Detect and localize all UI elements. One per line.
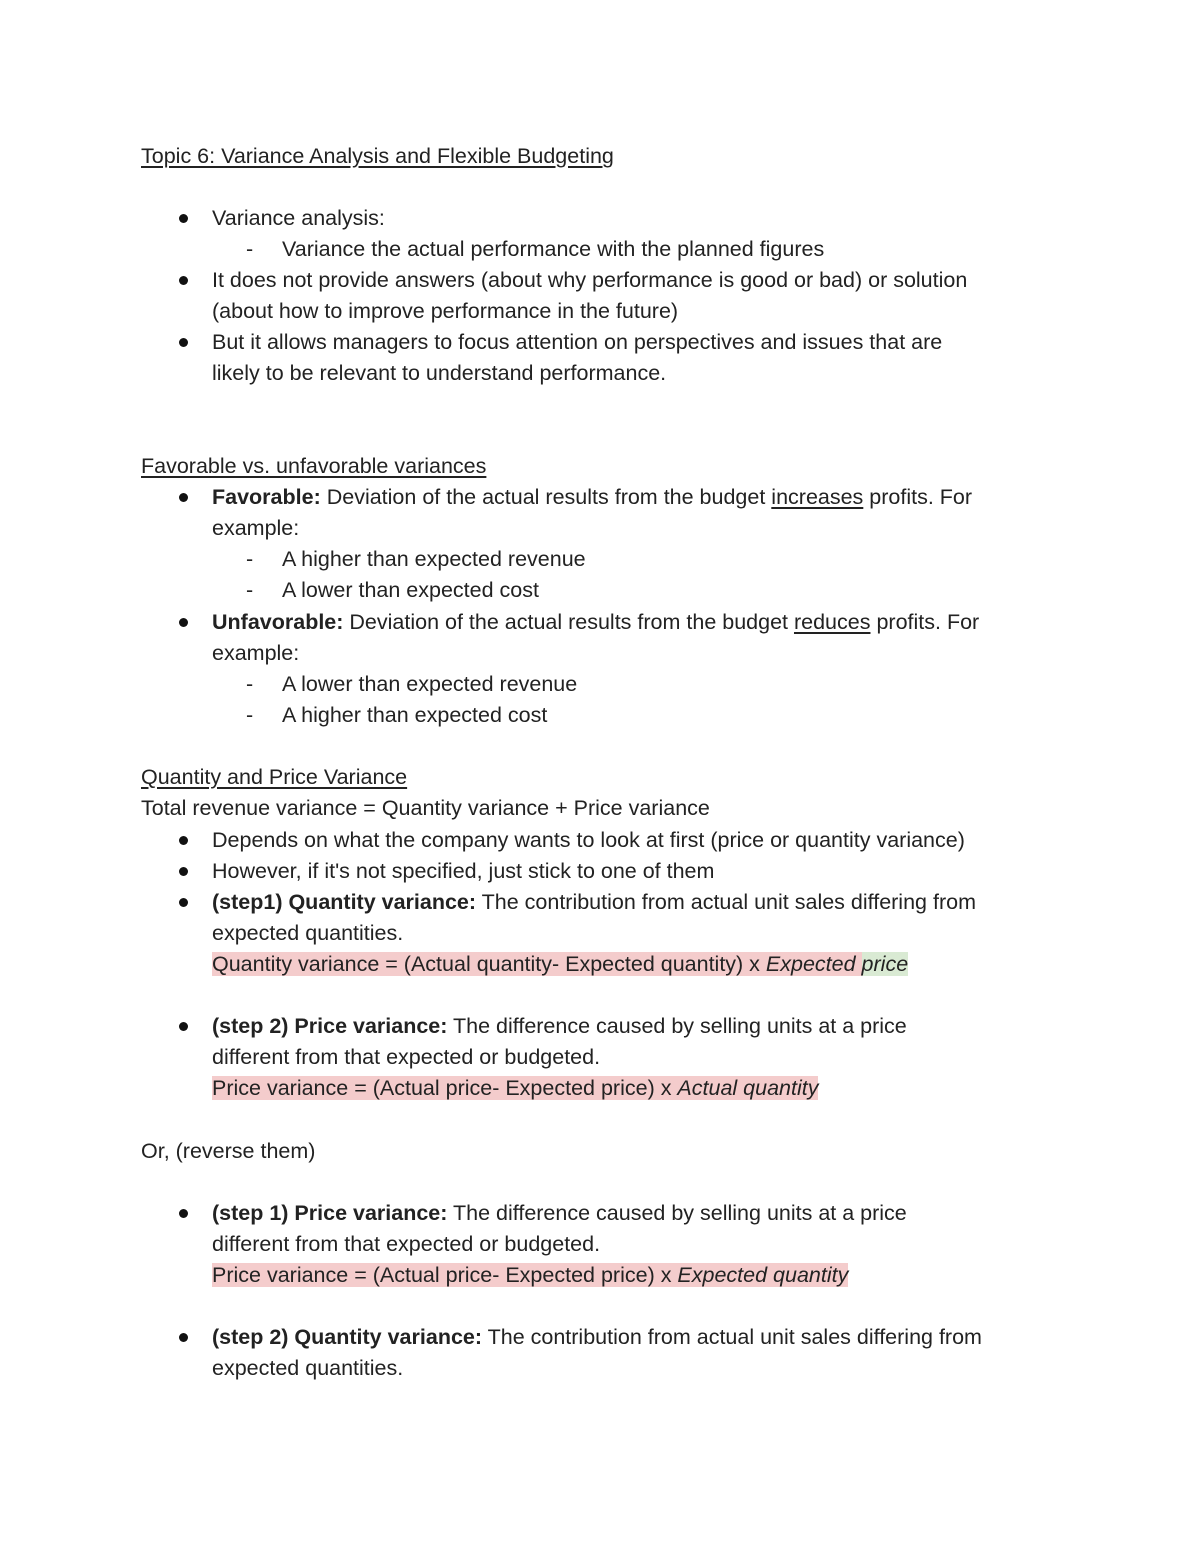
intro-bullet-2-line-2: (about how to improve performance in the future) (212, 299, 679, 323)
intro-bullet-1: Variance analysis: (212, 206, 385, 230)
bullet-dot (179, 836, 188, 845)
qp-step1-line-2: expected quantities. (212, 921, 404, 945)
bullet-dot (179, 493, 188, 502)
favorable-example-1: A higher than expected revenue (282, 547, 586, 571)
unfavorable-line-2: example: (212, 641, 300, 665)
bullet-dot (179, 276, 188, 285)
favorable-text: Deviation of the actual results from the budget (320, 485, 772, 509)
qp-step1-label: (step1) Quantity variance: (212, 890, 477, 914)
rev-step2-line-1 (212, 1324, 982, 1350)
section-heading-favorable: Favorable vs. unfavorable variances (141, 454, 487, 478)
dash-marker: - (246, 547, 254, 571)
qp-step2-line-1 (212, 1013, 907, 1039)
unfavorable-example-2: A higher than expected cost (282, 703, 548, 727)
intro-sub-1: Variance the actual performance with the planned figures (282, 237, 825, 261)
bullet-dot (179, 338, 188, 347)
intro-bullet-3-line-1: But it allows managers to focus attention on perspectives and issues that are (212, 330, 943, 354)
qp-step1-line-1 (212, 889, 976, 915)
qp-bullet-2: However, if it's not specified, just stick to one of them (212, 859, 715, 883)
formula-highlight: Quantity variance = (Actual quantity- Expected quantity) x (212, 952, 766, 976)
favorable-label: Favorable: (212, 485, 321, 509)
dash-marker: - (246, 578, 254, 602)
bullet-dot (179, 898, 188, 907)
unfavorable-tail: profits. For (870, 610, 980, 634)
rev-step1-line-1 (212, 1200, 907, 1226)
formula-highlight: Price variance = (Actual price- Expected price) x (212, 1263, 678, 1287)
bullet-dot (179, 1333, 188, 1342)
bullet-dot (179, 618, 188, 627)
bullet-dot (179, 1209, 188, 1218)
formula-italic: Expected (765, 952, 862, 976)
dash-marker: - (246, 237, 254, 261)
qp-bullet-1: Depends on what the company wants to look at first (price or quantity variance) (212, 828, 965, 852)
favorable-line-1 (212, 484, 972, 510)
rev-step1-text: The difference caused by selling units at a price (447, 1201, 907, 1225)
bullet-dot (179, 867, 188, 876)
rev-step2-line-2: expected quantities. (212, 1356, 404, 1380)
favorable-tail: profits. For (863, 485, 973, 509)
intro-bullet-2-line-1: It does not provide answers (about why performance is good or bad) or solution (212, 268, 968, 292)
rev-step1-label: (step 1) Price variance: (212, 1201, 448, 1225)
dash-marker: - (246, 672, 254, 696)
unfavorable-label: Unfavorable: (212, 610, 344, 634)
favorable-keyword: increases (771, 485, 864, 509)
formula-highlight: Price variance = (Actual price- Expected price) x (212, 1076, 678, 1100)
formula-italic: Actual quantity (677, 1076, 819, 1100)
rev-step2-label: (step 2) Quantity variance: (212, 1325, 483, 1349)
dash-marker: - (246, 703, 254, 727)
favorable-example-2: A lower than expected cost (282, 578, 539, 602)
qp-step2-text: The difference caused by selling units at a price (447, 1014, 907, 1038)
qp-step2-formula (212, 1075, 818, 1101)
formula-italic: Expected quantity (677, 1263, 849, 1287)
section-heading-quantity-price: Quantity and Price Variance (141, 765, 408, 789)
bullet-dot (179, 1022, 188, 1031)
qp-step2-line-2: different from that expected or budgeted. (212, 1045, 601, 1069)
formula-green-highlight: price (861, 952, 909, 976)
reverse-intro: Or, (reverse them) (141, 1139, 316, 1163)
rev-step2-text: The contribution from actual unit sales differing from (482, 1325, 982, 1349)
qp-step1-formula (212, 951, 908, 977)
unfavorable-line-1 (212, 609, 979, 635)
favorable-line-2: example: (212, 516, 300, 540)
rev-step1-line-2: different from that expected or budgeted. (212, 1232, 601, 1256)
unfavorable-text: Deviation of the actual results from the budget (343, 610, 794, 634)
total-revenue-variance: Total revenue variance = Quantity variance + Price variance (141, 796, 710, 820)
intro-bullet-3-line-2: likely to be relevant to understand performance. (212, 361, 667, 385)
rev-step1-formula (212, 1262, 848, 1288)
qp-step2-label: (step 2) Price variance: (212, 1014, 448, 1038)
unfavorable-keyword: reduces (793, 610, 871, 634)
unfavorable-example-1: A lower than expected revenue (282, 672, 578, 696)
bullet-dot (179, 214, 188, 223)
page-title: Topic 6: Variance Analysis and Flexible Budgeting (141, 144, 614, 168)
qp-step1-text: The contribution from actual unit sales differing from (476, 890, 976, 914)
